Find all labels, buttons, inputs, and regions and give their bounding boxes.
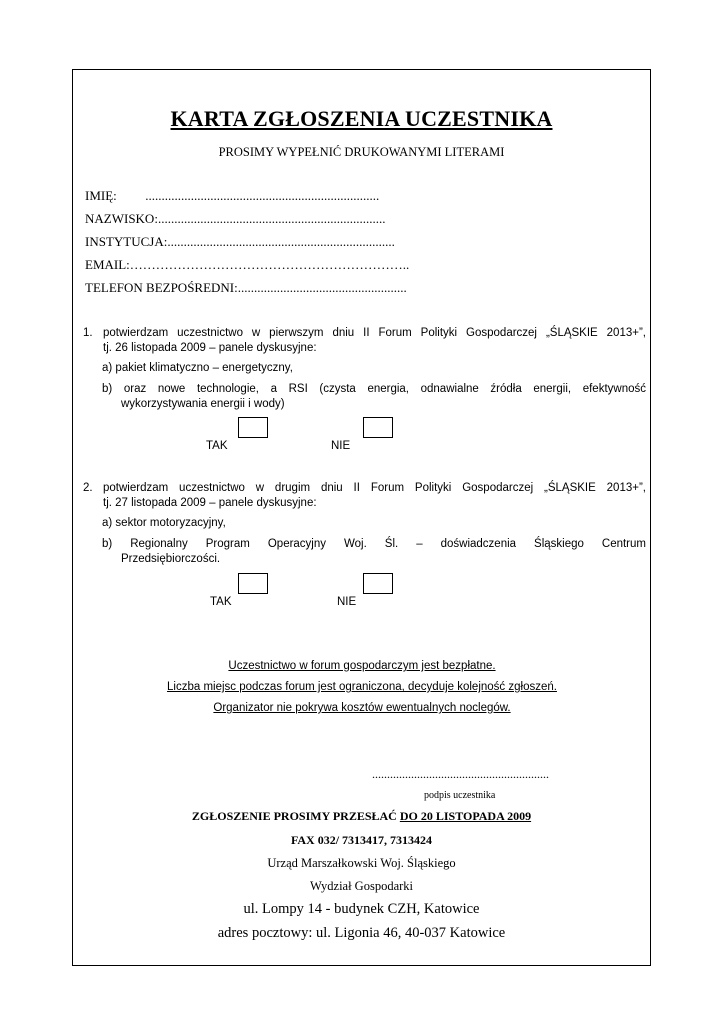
item-2-option-a: a) sektor motoryzacyjny,: [102, 517, 226, 529]
name-field[interactable]: [85, 188, 379, 204]
institution-label: INSTYTUCJA:: [85, 234, 168, 249]
item-2-yes-label: TAK: [210, 596, 232, 608]
deadline-prefix: ZGŁOSZENIE PROSIMY PRZESŁAĆ: [191, 809, 400, 823]
notice-lodging: [0, 702, 724, 714]
name-dots: ........................................................................: [145, 188, 380, 203]
item-1-line2: tj. 26 listopada 2009 – panele dyskusyjne:: [103, 342, 317, 354]
surname-dots: ......................................................................: [157, 211, 386, 226]
notice-lodging-text: Organizator nie pokrywa kosztów ewentualnych noclegów.: [213, 702, 511, 714]
item-1-no-label: NIE: [331, 440, 351, 452]
phone-label: TELEFON BEZPOŚREDNI:: [85, 280, 238, 295]
street-address: ul. Lompy 14 - budynek CZH, Katowice: [243, 901, 480, 917]
email-label: EMAIL:: [85, 257, 130, 272]
item-1-line1: potwierdzam uczestnictwo w pierwszym dniu II Forum Polityki Gospodarczej „ŚLĄSKIE 2013+”,: [103, 327, 646, 339]
item-2-line1: potwierdzam uczestnictwo w drugim dniu II Forum Polityki Gospodarczej „ŚLĄSKIE 2013+”,: [103, 482, 646, 494]
notice-free-text: Uczestnictwo w forum gospodarczym jest bezpłatne.: [228, 660, 496, 672]
deadline-text: [72, 809, 651, 824]
email-dots: ………………………………………………………..: [129, 257, 410, 272]
institution-dots: ......................................................................: [167, 234, 395, 249]
email-field[interactable]: [85, 257, 409, 273]
item-2-option-b-line2: Przedsiębiorczości.: [121, 553, 221, 565]
postal-address: adres pocztowy: ul. Ligonia 46, 40-037 Katowice: [217, 925, 506, 941]
item-1-option-b-line1: b) oraz nowe technologie, a RSI (czysta energia, odnawialne źródła energii, efektywność: [102, 383, 646, 395]
fax-numbers: FAX 032/ 7313417, 7313424: [290, 833, 433, 847]
item-2-no-checkbox[interactable]: [363, 573, 393, 594]
phone-dots: ....................................................: [237, 280, 407, 295]
item-1-option-a: a) pakiet klimatyczno – energetyczny,: [102, 362, 293, 374]
item-1-yes-label: TAK: [206, 440, 228, 452]
phone-field[interactable]: [85, 280, 407, 296]
signature-label: podpis uczestnika: [424, 790, 496, 801]
signature-line[interactable]: ...........................................................: [372, 767, 549, 781]
form-title: KARTA ZGŁOSZENIA UCZESTNIKA: [170, 106, 553, 131]
item-2-no-label: NIE: [337, 596, 357, 608]
item-1-yes-checkbox[interactable]: [238, 417, 268, 438]
notice-limited-text: Liczba miejsc podczas forum jest ograniczona, decyduje kolejność zgłoszeń.: [167, 681, 557, 693]
item-2-option-b-line1: b) Regionalny Program Operacyjny Woj. Śl. – doświadczenia Śląskiego Centrum: [102, 538, 646, 550]
name-label: IMIĘ:: [85, 188, 117, 203]
item-2-number: 2.: [83, 482, 93, 494]
surname-label: NAZWISKO:: [85, 211, 158, 226]
notice-free: [0, 660, 724, 672]
surname-field[interactable]: [85, 211, 385, 227]
item-1-no-checkbox[interactable]: [363, 417, 393, 438]
notice-limited: [0, 681, 724, 693]
department-name: Wydział Gospodarki: [309, 879, 414, 893]
item-1-option-b-line2: wykorzystywania energii i wody): [121, 398, 285, 410]
form-subtitle: PROSIMY WYPEŁNIĆ DRUKOWANYMI LITERAMI: [218, 145, 505, 159]
office-name: Urząd Marszałkowski Woj. Śląskiego: [267, 856, 456, 870]
item-2-yes-checkbox[interactable]: [238, 573, 268, 594]
item-1-number: 1.: [83, 327, 93, 339]
deadline-date: DO 20 LISTOPADA 2009: [399, 809, 532, 823]
institution-field[interactable]: [85, 234, 395, 250]
item-2-line2: tj. 27 listopada 2009 – panele dyskusyjne:: [103, 497, 317, 509]
